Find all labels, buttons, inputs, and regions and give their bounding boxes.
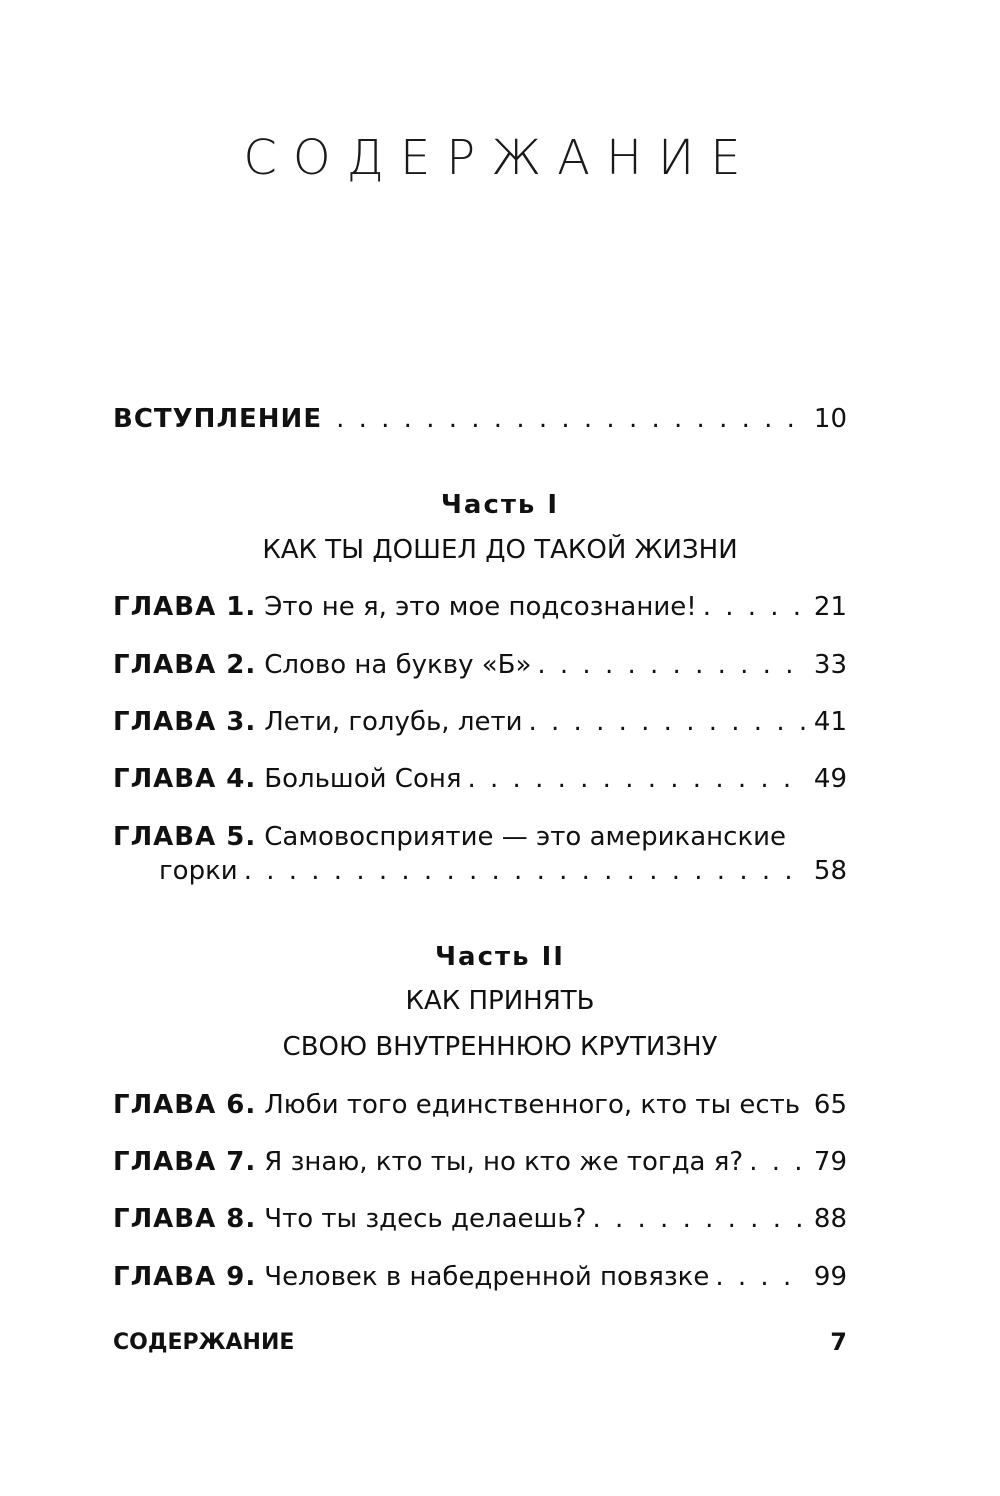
- chapter-page: 88: [813, 1204, 847, 1234]
- chapter-label: ГЛАВА 1.: [113, 592, 257, 622]
- dot-leader: [529, 705, 808, 739]
- dot-leader: [749, 1145, 807, 1179]
- chapter-label: ГЛАВА 7.: [113, 1147, 257, 1177]
- dot-leader: [703, 590, 807, 624]
- dot-leader: [336, 402, 807, 436]
- chapter-page: 79: [813, 1147, 847, 1177]
- chapter-label: ГЛАВА 9.: [113, 1262, 257, 1292]
- dot-leader: [592, 1202, 807, 1236]
- part-1-number: Часть I: [440, 490, 560, 520]
- page-number: 7: [830, 1328, 847, 1356]
- chapter-title: Человек в набедренной повязке: [264, 1262, 710, 1292]
- chapter-title-continued: горки: [159, 856, 238, 886]
- dot-leader: [715, 1260, 807, 1294]
- dot-leader: [244, 854, 807, 888]
- intro-page: 10: [813, 404, 847, 434]
- chapter-title: Слово на букву «Б»: [264, 650, 532, 680]
- running-head: СОДЕРЖАНИЕ: [113, 1330, 295, 1355]
- chapter-label: ГЛАВА 2.: [113, 650, 257, 680]
- chapter-title: Лети, голубь, лети: [264, 707, 523, 737]
- toc-chapter-2[interactable]: [113, 648, 847, 682]
- page-title: СОДЕРЖАНИЕ: [243, 130, 757, 186]
- toc-intro[interactable]: [113, 402, 847, 436]
- chapter-label: ГЛАВА 4.: [113, 764, 257, 794]
- chapter-label: ГЛАВА 5.: [113, 822, 257, 852]
- chapter-label: ГЛАВА 6.: [113, 1090, 257, 1120]
- chapter-page: 49: [813, 764, 847, 794]
- chapter-title: Люби того единственного, кто ты есть: [264, 1090, 801, 1120]
- chapter-label: ГЛАВА 8.: [113, 1204, 257, 1234]
- dot-leader: [537, 648, 807, 682]
- chapter-title: Я знаю, кто ты, но кто же тогда я?: [264, 1147, 744, 1177]
- part-2-title-line-1: КАК ПРИНЯТЬ: [405, 986, 595, 1016]
- chapter-page: 65: [813, 1090, 847, 1120]
- intro-label: ВСТУПЛЕНИЕ: [113, 404, 323, 434]
- part-2-title-line-2: СВОЮ ВНУТРЕННЮЮ КРУТИЗНУ: [282, 1032, 718, 1062]
- toc-chapter-1[interactable]: [113, 590, 847, 624]
- dot-leader: [468, 762, 808, 796]
- chapter-page: 41: [813, 707, 847, 737]
- toc-chapter-9[interactable]: [113, 1260, 847, 1294]
- dot-leader: [806, 1088, 807, 1122]
- toc-chapter-8[interactable]: [113, 1202, 847, 1236]
- chapter-page: 58: [813, 856, 847, 886]
- toc-chapter-4[interactable]: [113, 762, 847, 796]
- toc-chapter-3[interactable]: [113, 705, 847, 739]
- chapter-label: ГЛАВА 3.: [113, 707, 257, 737]
- part-2-number: Часть II: [435, 942, 565, 972]
- toc-chapter-5[interactable]: [113, 820, 847, 888]
- chapter-page: 21: [813, 592, 847, 622]
- chapter-page: 99: [813, 1262, 847, 1292]
- chapter-title: Большой Соня: [264, 764, 462, 794]
- toc-chapter-6[interactable]: [113, 1088, 847, 1122]
- toc-chapter-7[interactable]: [113, 1145, 847, 1179]
- chapter-page: 33: [813, 650, 847, 680]
- chapter-title: Это не я, это мое подсознание!: [264, 592, 697, 622]
- part-1-title: КАК ТЫ ДОШЕЛ ДО ТАКОЙ ЖИЗНИ: [262, 535, 738, 565]
- chapter-title: Самовосприятие — это американские: [264, 822, 787, 852]
- chapter-title: Что ты здесь делаешь?: [264, 1204, 587, 1234]
